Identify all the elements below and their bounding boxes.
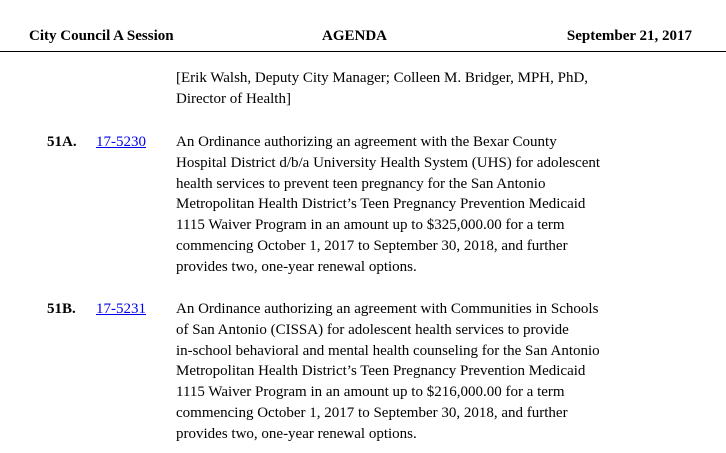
description-line: commencing October 1, 2017 to September 30, 2018, and further — [176, 404, 568, 421]
description-line: of San Antonio (CISSA) for adolescent health services to provide — [176, 321, 569, 338]
description-line: An Ordinance authorizing an agreement with Communities in Schools — [176, 301, 599, 317]
description-line: in-school behavioral and mental health counseling for the San Antonio — [176, 342, 600, 359]
file-number-link[interactable]: 17-5230 — [96, 134, 146, 150]
presenters-line: Director of Health] — [176, 90, 291, 107]
description-line: An Ordinance authorizing an agreement with the Bexar County — [176, 134, 557, 150]
presenters-note — [176, 68, 696, 110]
description-line: provides two, one-year renewal options. — [176, 258, 417, 275]
file-number-link[interactable]: 17-5231 — [96, 301, 146, 317]
description-line: Metropolitan Health District’s Teen Pregnancy Prevention Medicaid — [176, 363, 586, 380]
page-header — [0, 0, 726, 52]
header-divider — [0, 51, 726, 52]
description-line: health services to prevent teen pregnancy for the San Antonio — [176, 175, 546, 192]
agenda-title: AGENDA — [322, 28, 388, 44]
description-line: 1115 Waiver Program in an amount up to $216,000.00 for a term — [176, 384, 565, 401]
item-number: 51B. — [47, 301, 76, 317]
item-description — [176, 132, 696, 278]
description-line: Hospital District d/b/a University Health System (UHS) for adolescent — [176, 154, 601, 171]
meeting-date: September 21, 2017 — [566, 28, 692, 44]
description-line: 1115 Waiver Program in an amount up to $325,000.00 for a term — [176, 217, 565, 234]
session-name: City Council A Session — [29, 28, 174, 44]
description-line: Metropolitan Health District’s Teen Pregnancy Prevention Medicaid — [176, 196, 586, 213]
item-number: 51A. — [47, 134, 77, 150]
description-line: commencing October 1, 2017 to September 30, 2018, and further — [176, 237, 568, 254]
item-description — [176, 299, 696, 445]
presenters-line: [Erik Walsh, Deputy City Manager; Colleen M. Bridger, MPH, PhD, — [176, 70, 589, 86]
description-line: provides two, one-year renewal options. — [176, 425, 417, 442]
